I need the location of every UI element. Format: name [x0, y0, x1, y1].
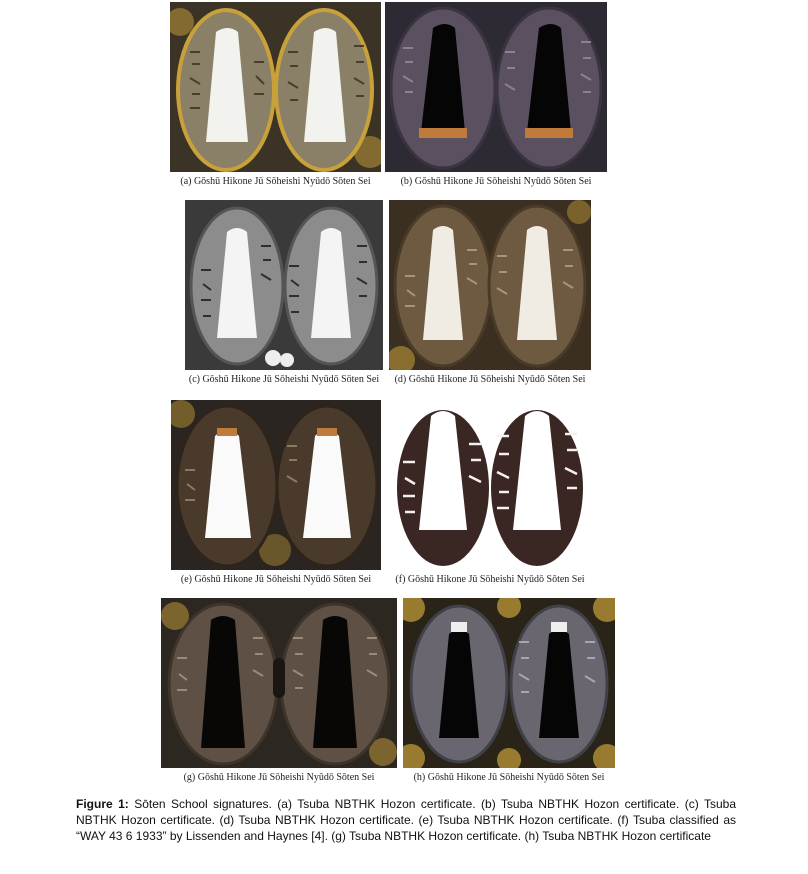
figure-caption-text: Sōten School signatures. (a) Tsuba NBTHK Hozon certificate. (b) Tsuba NBTHK Hozon certificate. (c) Tsuba NBTHK Hozon certificate. (d) Tsuba NBTHK Hozon certificate. (e) Tsuba NBTHK Hozon certificate. (f) Tsuba classified as “WAY 43 6 1933” by Lissenden and Haynes [4]. (g) Tsuba NBTHK Hozon certificate. (h) Tsuba NBTHK Hozon certificate	[76, 797, 736, 843]
figure-caption	[76, 796, 736, 844]
tsuba-photo-c	[185, 200, 383, 370]
tsuba-image-f	[389, 400, 591, 570]
tsuba-image-e	[171, 400, 381, 570]
subfigure-label-b: (b) Gōshū Hikone Jū Sōheishi Nyūdō Sōten Sei	[400, 176, 592, 187]
subfigure-label-a: (a) Gōshū Hikone Jū Sōheishi Nyūdō Sōten Sei	[180, 176, 371, 187]
tsuba-photo-b	[385, 2, 607, 172]
figure-caption-prefix: Figure 1:	[76, 797, 129, 811]
tsuba-photo-f	[389, 400, 591, 570]
tsuba-image-h	[403, 598, 615, 768]
tsuba-photo-h	[403, 598, 615, 768]
tsuba-image-d	[389, 200, 591, 370]
subfigure-label-c: (c) Gōshū Hikone Jū Sōheishi Nyūdō Sōten Sei	[188, 374, 380, 385]
subfigure-label-e: (e) Gōshū Hikone Jū Sōheishi Nyūdō Sōten Sei	[180, 574, 372, 585]
subfigure-label-h: (h) Gōshū Hikone Jū Sōheishi Nyūdō Sōten Sei	[413, 772, 605, 783]
tsuba-photo-d	[389, 200, 591, 370]
subfigure-label-d: (d) Gōshū Hikone Jū Sōheishi Nyūdō Sōten Sei	[394, 374, 586, 385]
subfigure-label-g: (g) Gōshū Hikone Jū Sōheishi Nyūdō Sōten Sei	[183, 772, 375, 783]
subfigure-label-f: (f) Gōshū Hikone Jū Sōheishi Nyūdō Sōten Sei	[395, 574, 585, 585]
tsuba-image-c	[185, 200, 383, 370]
tsuba-photo-a	[170, 2, 381, 172]
tsuba-photo-g	[161, 598, 397, 768]
tsuba-image-b	[385, 2, 607, 172]
tsuba-image-a	[170, 2, 381, 172]
tsuba-image-g	[161, 598, 397, 768]
tsuba-photo-e	[171, 400, 381, 570]
